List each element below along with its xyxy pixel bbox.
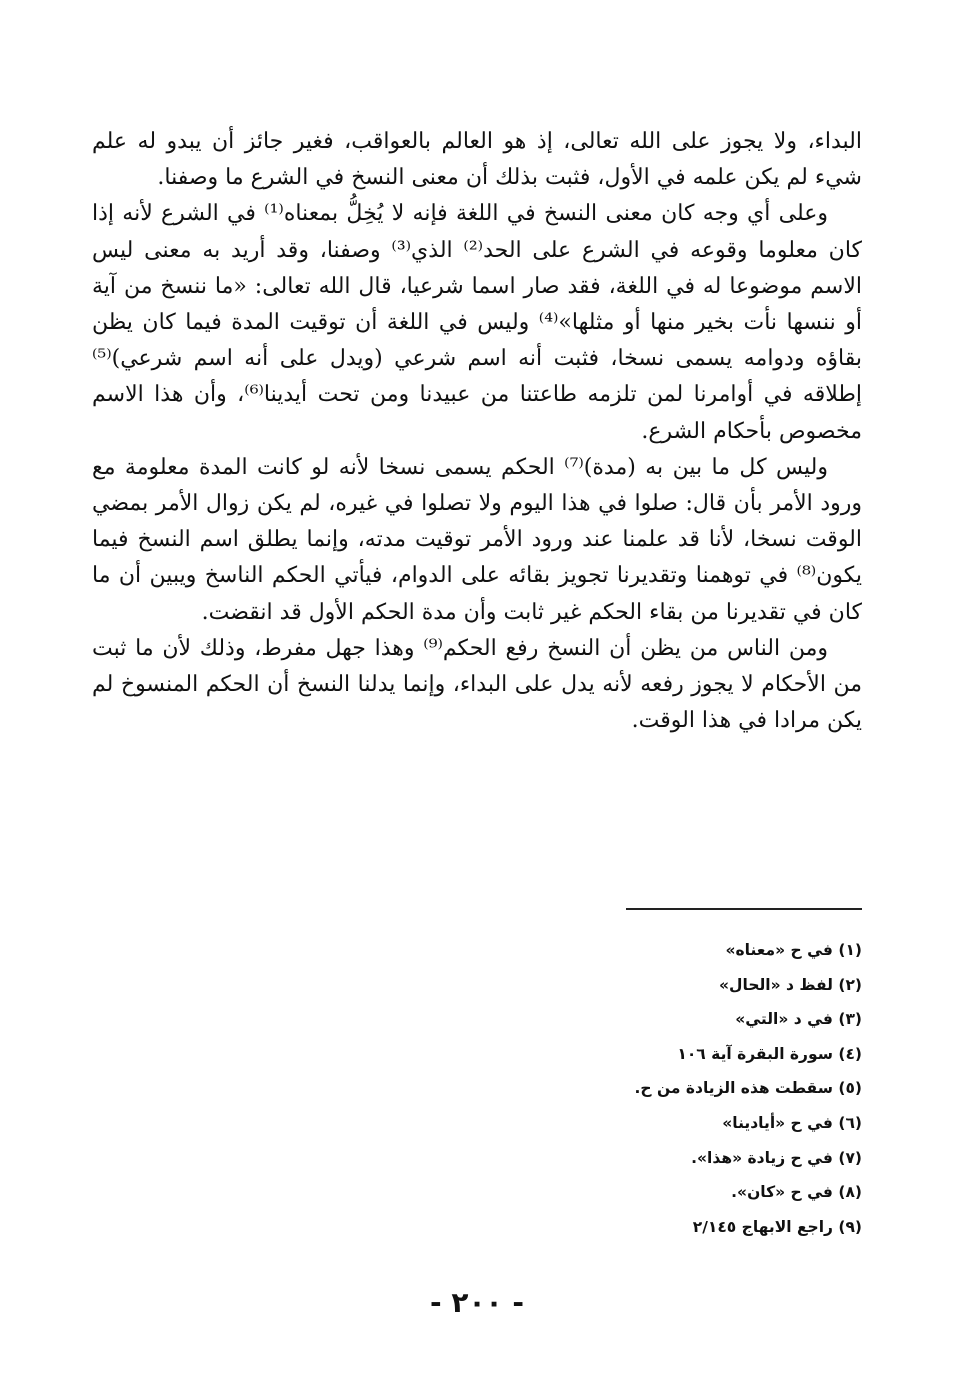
page-number: - ٢٠٠ - xyxy=(429,1286,525,1319)
footnote-4: (٤) سورة البقرة آية ١٠٦ xyxy=(677,1044,862,1063)
footnote-2: (٢) لفظ د «الحال» xyxy=(719,975,862,994)
footnote-6: (٦) في ح «أيادينا» xyxy=(722,1113,862,1132)
main-text xyxy=(92,124,862,739)
footnote-5: (٥) سقطت هذه الزيادة من ح. xyxy=(634,1079,862,1098)
footnote-7: (٧) في ح زيادة «هذا». xyxy=(691,1148,862,1167)
footnote-3: (٣) في د «التي» xyxy=(735,1010,862,1029)
footnote-separator xyxy=(626,908,862,910)
footnote-9: (٩) راجع الابهاج ٢/١٤٥ xyxy=(692,1217,862,1236)
paragraph-2: وعلى أي وجه كان معنى النسخ في اللغة فإنه لا يُخِلُّ بمعناه⁽¹⁾ في الشرع لأنه إذا كان معلوما وقوعه في الشرع على الحد⁽²⁾ الذي⁽³⁾ وصفنا، وقد أريد به معنى ليس الاسم موضوعا له في اللغة، فقد صار اسما شرعيا، قال الله تعالى: «ما ننسخ من آية أو ننسها نأت بخير منها أو مثلها»⁽⁴⁾ وليس في اللغة أن توقيت المدة فيما كان يظن بقاؤه ودوامه يسمى نسخا، فثبت أنه اسم شرعي (ويدل على أنه اسم شرعي)⁽⁵⁾ إطلاقه في أوامرنا لمن تلزمه طاعتنا من عبيدنا ومن تحت أيدينا⁽⁶⁾، وأن هذا الاسم مخصوص بأحكام الشرع. xyxy=(92,201,863,444)
footnote-1: (١) في ح «معناه» xyxy=(725,941,862,959)
paragraph-4: ومن الناس من يظن أن النسخ رفع الحكم⁽⁹⁾ وهذا جهل مفرط، وذلك لأن ما ثبت من الأحكام لا يجوز رفعه لأنه يدل على البداء، وإنما يدلنا النسخ أن الحكم المنسوخ لم يكن مرادا في هذا الوقت. xyxy=(92,635,862,734)
footnote-8: (٨) في ح «كان». xyxy=(731,1183,862,1202)
paragraph-3: وليس كل ما بين به (مدة)⁽⁷⁾ الحكم يسمى نسخا لأنه لو كانت المدة معلومة مع ورود الأمر بأن قال: صلوا في هذا اليوم ولا تصلوا في غيره، لم يكن زوال الأمر بمضي الوقت نسخا، لأنا قد علمنا عند ورود الأمر توقيت مدته، وإنما يطلق اسم النسخ فيما يكون⁽⁸⁾ في توهمنا وتقديرنا تجويز بقائه على الدوام، فيأتي الحكم الناسخ ويبين أن ما كان في تقديرنا من بقاء الحكم غير ثابت وأن مدة الحكم الأول قد انقضت. xyxy=(92,454,862,625)
paragraph-1: البداء، ولا يجوز على الله تعالى، إذ هو العالم بالعواقب، فغير جائز أن يبدو له علم شيء لم يكن علمه في الأول، فثبت بذلك أن معنى النسخ في الشرع ما وصفنا. xyxy=(92,129,862,191)
footnotes-list xyxy=(362,933,862,1244)
